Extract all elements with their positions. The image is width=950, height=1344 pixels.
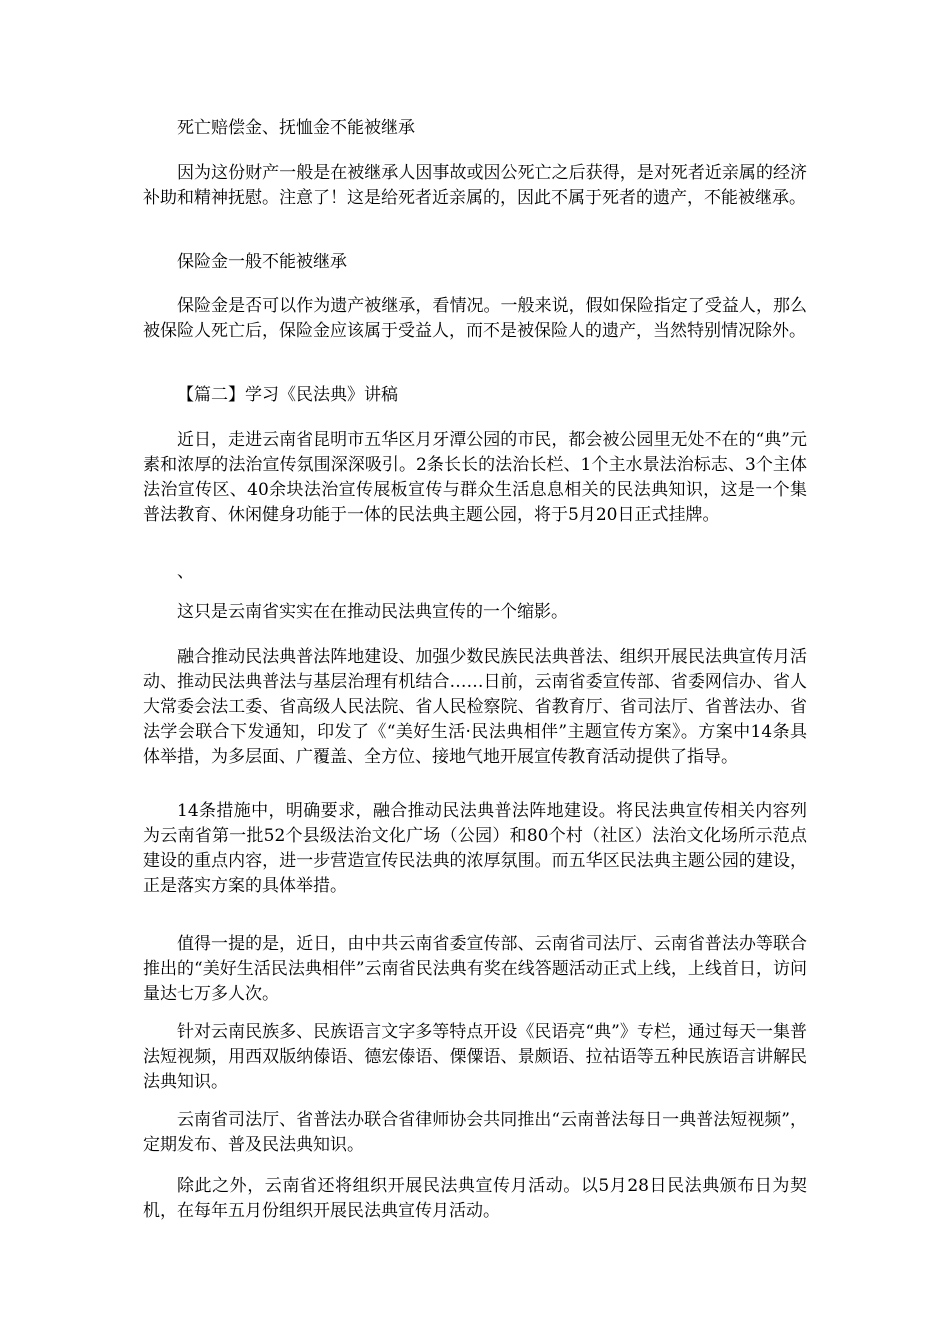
paragraph: 这只是云南省实实在在推动民法典宣传的一个缩影。 bbox=[177, 602, 568, 622]
paragraph: 14条措施中，明确要求，融合推动民法典普法阵地建设。将民法典宣传相关内容列为云南省第一批52个县级法治文化广场（公园）和80个村（社区）法治文化场所示范点建设的重点内容，进一步营造宣传民法典的浓厚氛围。而五华区民法典主题公园的建设，正是落实方案的具体举措。 bbox=[143, 801, 807, 896]
section-title: 【篇二】学习《民法典》讲稿 bbox=[177, 385, 398, 405]
paragraph: 保险金是否可以作为遗产被继承，看情况。一般来说，假如保险指定了受益人，那么被保险人死亡后，保险金应该属于受益人，而不是被保险人的遗产，当然特别情况除外。 bbox=[143, 296, 807, 341]
heading-insurance: 保险金一般不能被继承 bbox=[177, 252, 347, 272]
paragraph: 针对云南民族多、民族语言文字多等特点开设《民语亮“典”》专栏，通过每天一集普法短视频，用西双版纳傣语、德宏傣语、傈僳语、景颇语、拉祜语等五种民族语言讲解民法典知识。 bbox=[143, 1022, 807, 1092]
paragraph: 值得一提的是，近日，由中共云南省委宣传部、云南省司法厅、云南省普法办等联合推出的“美好生活民法典相伴”云南省民法典有奖在线答题活动正式上线，上线首日，访问量达七万多人次。 bbox=[143, 934, 807, 1004]
paragraph: 融合推动民法典普法阵地建设、加强少数民族民法典普法、组织开展民法典宣传月活动、推动民法典普法与基层治理有机结合……日前，云南省委宣传部、省委网信办、省人大常委会法工委、省高级人民法院、省人民检察院、省教育厅、省司法厅、省普法办、省法学会联合下发通知，印发了《“美好生活·民法典相伴”主题宣传方案》。方案中14条具体举措，为多层面、广覆盖、全方位、接地气地开展宣传教育活动提供了指导。 bbox=[143, 647, 807, 767]
heading-death-compensation: 死亡赔偿金、抚恤金不能被继承 bbox=[177, 118, 415, 138]
paragraph-punctuation: 、 bbox=[177, 562, 194, 582]
paragraph: 因为这份财产一般是在被继承人因事故或因公死亡之后获得，是对死者近亲属的经济补助和精神抚慰。注意了！这是给死者近亲属的，因此不属于死者的遗产，不能被继承。 bbox=[143, 163, 807, 208]
paragraph: 云南省司法厅、省普法办联合省律师协会共同推出“云南普法每日一典普法短视频”，定期发布、普及民法典知识。 bbox=[143, 1110, 807, 1155]
paragraph: 除此之外，云南省还将组织开展民法典宣传月活动。以5月28日民法典颁布日为契机，在每年五月份组织开展民法典宣传月活动。 bbox=[143, 1176, 807, 1221]
paragraph: 近日，走进云南省昆明市五华区月牙潭公园的市民，都会被公园里无处不在的“典”元素和浓厚的法治宣传氛围深深吸引。2条长长的法治长栏、1个主水景法治标志、3个主体法治宣传区、40余块法治宣传展板宣传与群众生活息息相关的民法典知识，这是一个集普法教育、休闲健身功能于一体的民法典主题公园，将于5月20日正式挂牌。 bbox=[143, 430, 807, 525]
